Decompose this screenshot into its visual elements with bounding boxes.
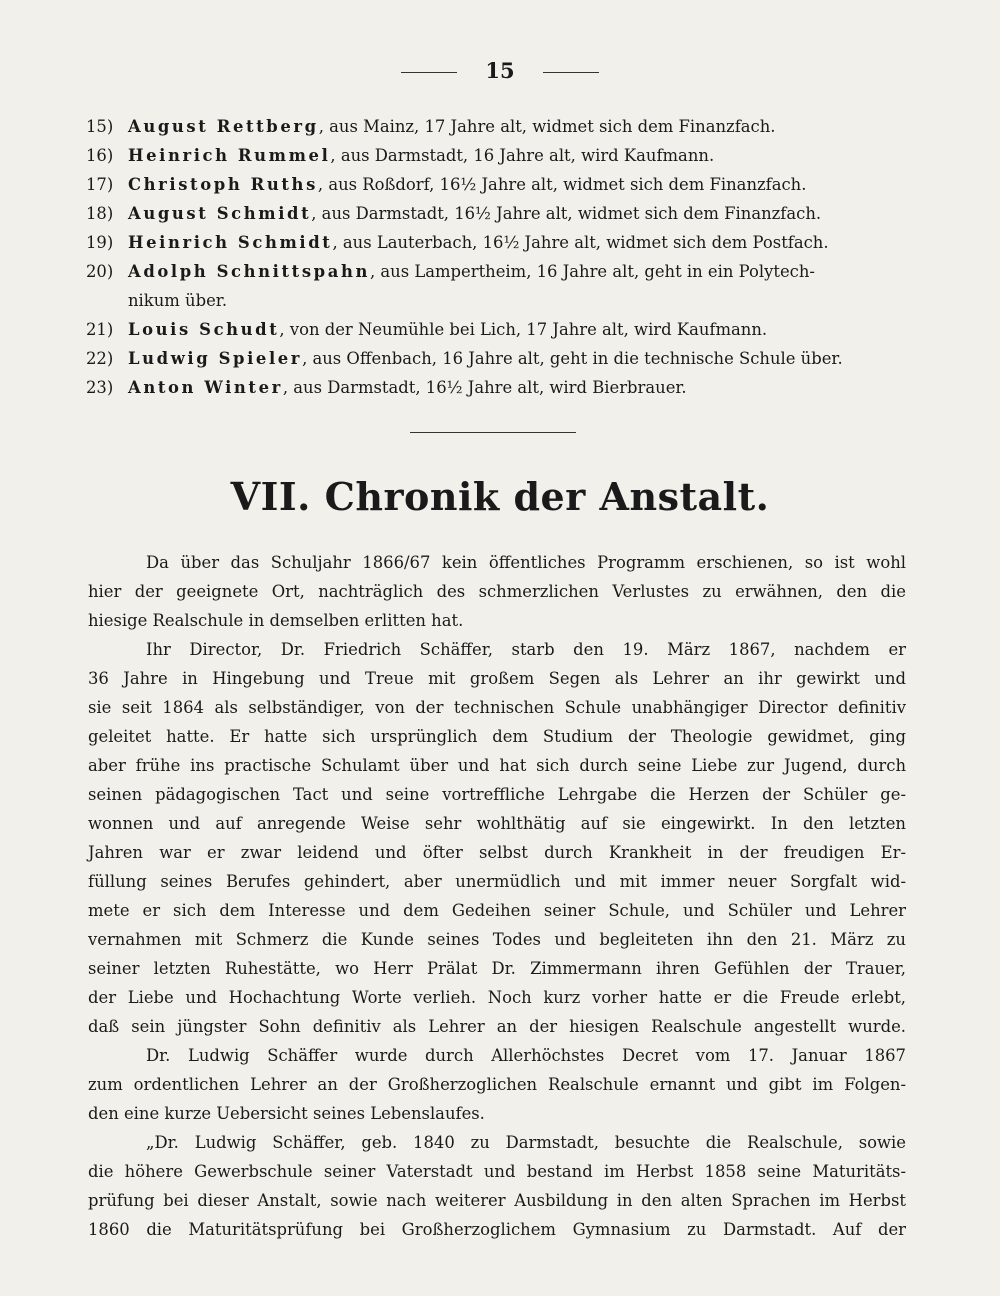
item-number: 21) [86,320,114,339]
list-item [86,141,916,170]
text-line: 36 Jahre in Hingebung und Treue mit großem Segen als Lehrer an ihr gewirkt und [88,669,906,688]
student-name: Ludwig Spieler [128,349,303,368]
text-line: Dr. Ludwig Schäffer wurde durch Allerhöchstes Decret vom 17. Januar 1867 [146,1046,906,1065]
list-item [86,315,916,344]
text-line: Ihr Director, Dr. Friedrich Schäffer, starb den 19. März 1867, nachdem er [146,640,906,659]
header-rule-right [543,72,599,73]
text-line: Jahren war er zwar leidend und öfter selbst durch Krankheit in der freudigen Er- [88,843,906,862]
text-line: zum ordentlichen Lehrer an der Großherzoglichen Realschule ernannt und gibt im Folgen- [88,1075,906,1094]
header-rule-left [401,72,457,73]
text-line: hiesige Realschule in demselben erlitten hat. [88,611,464,630]
item-number: 17) [86,175,114,194]
text-line: den eine kurze Uebersicht seines Lebenslaufes. [88,1104,485,1123]
text-line: sie seit 1864 als selbständiger, von der technischen Schule unabhängiger Director definitiv [88,698,906,717]
student-details: , aus Mainz, 17 Jahre alt, widmet sich dem Finanzfach. [318,117,776,136]
text-line: Da über das Schuljahr 1866/67 kein öffentliches Programm erschienen, so ist wohl [146,553,906,572]
student-details: , aus Lampertheim, 16 Jahre alt, geht in ein Polytech- [369,262,815,281]
list-item [86,257,916,286]
text-line: geleitet hatte. Er hatte sich ursprünglich dem Studium der Theologie gewidmet, ging [88,727,906,746]
student-name: August Schmidt [128,204,312,223]
item-number: 23) [86,378,114,397]
text-line: vernahmen mit Schmerz die Kunde seines Todes und begleiteten ihn den 21. März zu [88,930,906,949]
list-item-continuation: nikum über. [128,291,228,310]
text-line: seiner letzten Ruhestätte, wo Herr Prälat Dr. Zimmermann ihren Gefühlen der Trauer, [88,959,906,978]
student-name: Heinrich Schmidt [128,233,333,252]
text-line: mete er sich dem Interesse und dem Gedeihen seiner Schule, und Schüler und Lehrer [88,901,906,920]
item-number: 16) [86,146,114,165]
text-line: 1860 die Maturitätsprüfung bei Großherzoglichem Gymnasium zu Darmstadt. Auf der [88,1220,906,1239]
list-item [86,199,916,228]
page-number: 15 [485,58,515,83]
section-title: VII. Chronik der Anstalt. [230,474,770,519]
student-details: , aus Darmstadt, 16½ Jahre alt, wird Bierbrauer. [282,378,687,397]
student-name: Anton Winter [128,378,283,397]
text-line: daß sein jüngster Sohn definitiv als Lehrer an der hiesigen Realschule angestellt wurde. [88,1017,906,1036]
text-line: wonnen und auf anregende Weise sehr wohlthätig auf sie eingewirkt. In den letzten [88,814,906,833]
student-details: , aus Darmstadt, 16½ Jahre alt, widmet sich dem Finanzfach. [311,204,822,223]
student-name: Louis Schudt [128,320,280,339]
item-number: 20) [86,262,114,281]
student-name: Adolph Schnittspahn [128,262,370,281]
list-item [86,112,916,141]
student-details: , aus Lauterbach, 16½ Jahre alt, widmet sich dem Postfach. [332,233,829,252]
student-name: Christoph Ruths [128,175,318,194]
item-number: 18) [86,204,114,223]
student-details: , aus Roßdorf, 16½ Jahre alt, widmet sich dem Finanzfach. [317,175,807,194]
student-list [86,112,916,402]
text-line: prüfung bei dieser Anstalt, sowie nach weiterer Ausbildung in den alten Sprachen im Herbst [88,1191,906,1210]
list-item [86,344,916,373]
student-details: , von der Neumühle bei Lich, 17 Jahre alt, wird Kaufmann. [279,320,768,339]
item-number: 22) [86,349,114,368]
chronicle-text [88,548,906,1244]
text-line: seinen pädagogischen Tact und seine vortreffliche Lehrgabe die Herzen der Schüler ge- [88,785,906,804]
text-line: der Liebe und Hochachtung Worte verlieh. Noch kurz vorher hatte er die Freude erlebt, [88,988,906,1007]
text-line: hier der geeignete Ort, nachträglich des schmerzlichen Verlustes zu erwähnen, den die [88,582,906,601]
text-line: „Dr. Ludwig Schäffer, geb. 1840 zu Darmstadt, besuchte die Realschule, sowie [146,1133,906,1152]
student-name: Heinrich Rummel [128,146,331,165]
student-name: August Rettberg [128,117,319,136]
item-number: 15) [86,117,114,136]
item-number: 19) [86,233,114,252]
list-item [86,373,916,402]
student-details: , aus Offenbach, 16 Jahre alt, geht in die technische Schule über. [302,349,843,368]
text-line: die höhere Gewerbschule seiner Vaterstadt und bestand im Herbst 1858 seine Maturitäts- [88,1162,906,1181]
student-details: , aus Darmstadt, 16 Jahre alt, wird Kaufmann. [330,146,715,165]
text-line: füllung seines Berufes gehindert, aber unermüdlich und mit immer neuer Sorgfalt wid- [88,872,906,891]
text-line: aber frühe ins practische Schulamt über und hat sich durch seine Liebe zur Jugend, durch [88,756,906,775]
list-item [86,170,916,199]
section-divider [410,432,576,433]
list-item [86,228,916,257]
page-header [0,58,1000,83]
